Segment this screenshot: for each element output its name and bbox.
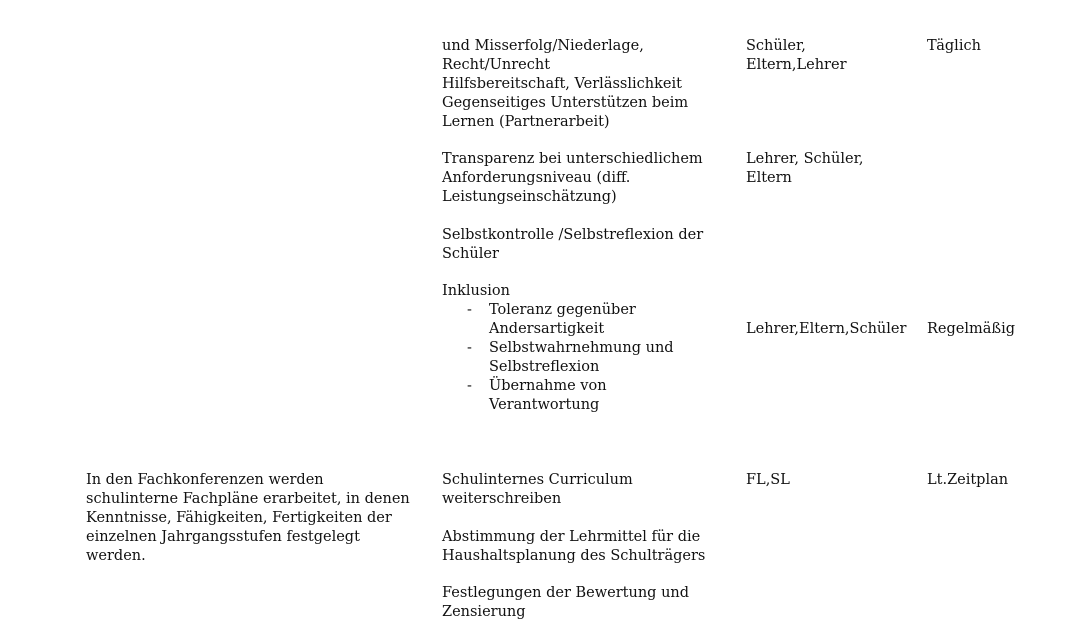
time-line: Regelmäßig	[927, 321, 1015, 337]
bullet-text: Toleranz gegenüber	[489, 302, 636, 318]
bullet-item	[442, 377, 674, 396]
bullet-text: Übernahme von	[489, 378, 607, 394]
measure-line: Recht/Unrecht	[442, 57, 551, 73]
measures-block-social	[442, 37, 688, 132]
bullet-text: Verantwortung	[489, 397, 600, 413]
goal-block-fachkonferenzen	[86, 471, 410, 566]
goal-line: Kenntnisse, Fähigkeiten, Fertigkeiten der	[86, 510, 392, 526]
bullet-dash: -	[467, 378, 472, 394]
measure-line: Anforderungsniveau (diff.	[442, 170, 631, 186]
goal-line: werden.	[86, 548, 146, 564]
time-line: Lt.Zeitplan	[927, 472, 1009, 488]
responsible-line: Schüler,	[746, 38, 806, 54]
measure-line: Gegenseitiges Unterstützen beim	[442, 95, 689, 111]
measures-block-transparency	[442, 150, 703, 207]
goal-line: schulinterne Fachpläne erarbeitet, in denen	[86, 491, 410, 507]
goal-line: In den Fachkonferenzen werden	[86, 472, 324, 488]
goal-line: einzelnen Jahrgangsstufen festgelegt	[86, 529, 360, 545]
measure-line: Schüler	[442, 246, 499, 262]
measures-block-inclusion	[442, 282, 674, 415]
responsible-inclusion	[746, 320, 906, 339]
measure-line: und Misserfolg/Niederlage,	[442, 38, 644, 54]
time-daily	[927, 37, 981, 56]
measure-line: Abstimmung der Lehrmittel für die	[442, 529, 701, 545]
bullet-item	[442, 301, 674, 320]
time-schedule	[927, 471, 1008, 490]
measure-line: Lernen (Partnerarbeit)	[442, 114, 610, 130]
responsible-curriculum	[746, 471, 790, 490]
measure-line: Festlegungen der Bewertung und	[442, 585, 690, 601]
bullet-continuation	[442, 320, 674, 339]
measures-block-teaching-materials	[442, 528, 705, 566]
responsible-block-transparency	[746, 150, 864, 188]
responsible-block-social	[746, 37, 847, 75]
measure-line: Hilfsbereitschaft, Verlässlichkeit	[442, 76, 682, 92]
time-regular	[927, 320, 1015, 339]
measure-line: weiterschreiben	[442, 491, 562, 507]
bullet-continuation	[442, 396, 674, 415]
measure-line: Haushaltsplanung des Schulträgers	[442, 548, 706, 564]
bullet-continuation	[442, 358, 674, 377]
bullet-item	[442, 339, 674, 358]
responsible-line: Lehrer, Schüler,	[746, 151, 864, 167]
measures-block-selfcontrol	[442, 226, 703, 264]
time-line: Täglich	[927, 38, 981, 54]
bullet-text: Selbstreflexion	[489, 359, 600, 375]
measure-line: Leistungseinschätzung)	[442, 189, 617, 205]
responsible-line: Eltern	[746, 170, 792, 186]
responsible-line: FL,SL	[746, 472, 790, 488]
measure-line: Schulinternes Curriculum	[442, 472, 633, 488]
measure-line: Zensierung	[442, 604, 526, 620]
responsible-line: Eltern,Lehrer	[746, 57, 847, 73]
bullet-text: Andersartigkeit	[489, 321, 605, 337]
bullet-dash: -	[467, 302, 472, 318]
measure-line: Selbstkontrolle /Selbstreflexion der	[442, 227, 704, 243]
inclusion-heading: Inklusion	[442, 283, 510, 299]
measure-line: Transparenz bei unterschiedlichem	[442, 151, 703, 167]
bullet-dash: -	[467, 340, 472, 356]
measures-block-curriculum	[442, 471, 633, 509]
responsible-line: Lehrer,Eltern,Schüler	[746, 321, 907, 337]
measures-block-grading	[442, 584, 689, 622]
bullet-text: Selbstwahrnehmung und	[489, 340, 674, 356]
